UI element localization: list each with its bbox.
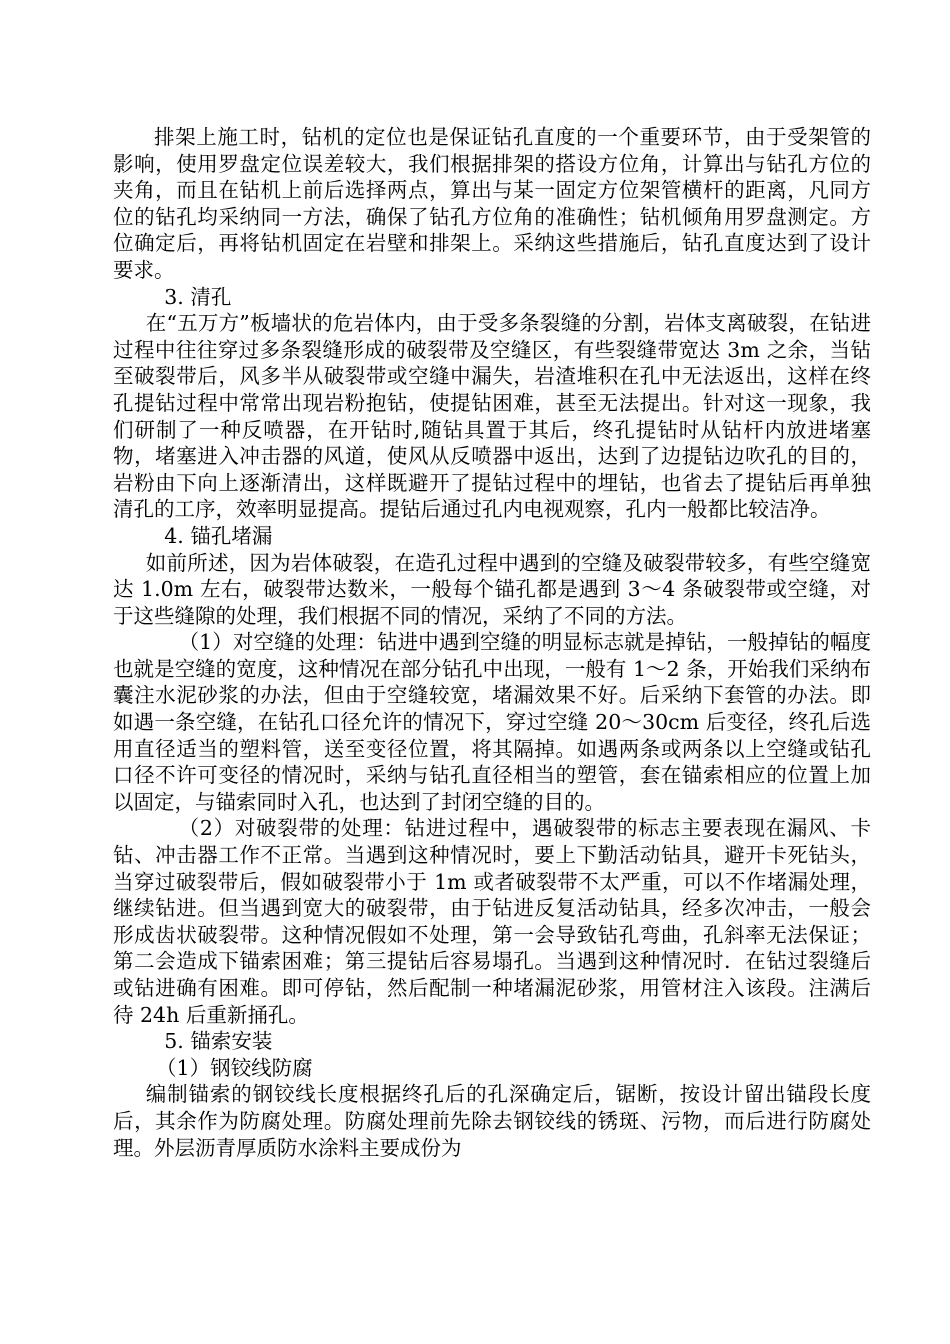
heading-hole-cleaning: 3. 清孔 [164, 284, 232, 309]
heading-anchor-hole-plugging: 4. 锚孔堵漏 [164, 523, 273, 548]
paragraph-open-crack-treatment: （1）对空缝的处理：钻进中遇到空缝的明显标志就是掉钻，一般掉钻的幅度也就是空缝的宽度，这种情况在部分钻孔中出现，一般有 1～2 条，开始我们采纳布囊注水泥砂浆的办法，但由于空缝较宽，堵漏效果不好。后采纳下套管的办法。即如遇一条空缝，在钻孔口径允许的情况下，穿过空缝 20～30cm 后变径，终孔后选用直径适当的塑料管，送至变径位置，将其隔掉。如遇两条或两条以上空缝或钻孔口径不许可变径的情况时，采纳与钻孔直径相当的塑管，套在锚索相应的位置上加以固定，与锚索同时入孔，也达到了封闭空缝的目的。 [113, 630, 871, 814]
subheading-strand-anticorrosion: （1）钢铰线防腐 [156, 1055, 313, 1080]
paragraph-positioning: 排架上施工时，钻机的定位也是保证钻孔直度的一个重要环节，由于受架管的影响，使用罗盘定位误差较大，我们根据排架的搭设方位角，计算出与钻孔方位的夹角，而且在钻机上前后选择两点，算出与某一固定方位架管横杆的距离，凡同方位的钻孔均采纳同一方法，确保了钻孔方位角的准确性；钻机倾角用罗盘测定。方位确定后，再将钻机固定在岩壁和排架上。采纳这些措施后，钻孔直度达到了设计要求。 [113, 125, 871, 282]
heading-anchor-installation: 5. 锚索安装 [164, 1029, 273, 1054]
paragraph-hole-cleaning: 在“五万方”板墙状的危岩体内，由于受多条裂缝的分割，岩体支离破裂，在钻进过程中往往穿过多条裂缝形成的破裂带及空缝区，有些裂缝带宽达 3m 之余，当钻至破裂带后，风多半从破裂带或空缝中漏失，岩渣堆积在孔中无法返出，这样在终孔提钻过程中常常出现岩粉抱钻，使提钻困难，甚至无法提出。针对这一现象，我们研制了一种反喷器，在开钻时,随钻具置于其后，终孔提钻时从钻杆内放进堵塞物，堵塞进入冲击器的风道，使风从反喷器中返出，达到了边提钻边吹孔的目的，岩粉由下向上逐渐清出，这样既避开了提钻过程中的埋钻，也省去了提钻后再单独清孔的工序，效率明显提高。提钻后通过孔内电视观察，孔内一般都比较洁净。 [113, 311, 871, 522]
document-page [113, 124, 871, 1161]
paragraph-plugging-intro: 如前所述，因为岩体破裂，在造孔过程中遇到的空缝及破裂带较多，有些空缝宽达 1.0m 左右，破裂带达数米，一般每个锚孔都是遇到 3～4 条破裂带或空缝，对于这些缝隙的处理，我们根据不同的情况，采纳了不同的方法。 [113, 550, 871, 628]
paragraph-fracture-zone-treatment: （2）对破裂带的处理：钻进过程中，遇破裂带的标志主要表现在漏风、卡钻、冲击器工作不正常。当遇到这种情况时，要上下勤活动钻具，避开卡死钻头，当穿过破裂带后，假如破裂带小于 1m 或者破裂带不太严重，可以不作堵漏处理，继续钻进。但当遇到宽大的破裂带，由于钻进反复活动钻具，经多次冲击，一般会形成齿状破裂带。这种情况假如不处理，第一会导致钻孔弯曲，孔斜率无法保证；第二会造成下锚索困难；第三提钻后容易塌孔。当遇到这种情况时．在钻过裂缝后或钻进确有困难。即可停钻，然后配制一种堵漏泥砂浆，用管材注入该段。注满后待 24h 后重新捅孔。 [113, 816, 871, 1027]
paragraph-strand-anticorrosion: 编制锚索的钢铰线长度根据终孔后的孔深确定后，锯断，按设计留出锚段长度后，其余作为防腐处理。防腐处理前先除去钢铰线的锈斑、污物，而后进行防腐处理。外层沥青厚质防水涂料主要成份为 [113, 1082, 871, 1160]
